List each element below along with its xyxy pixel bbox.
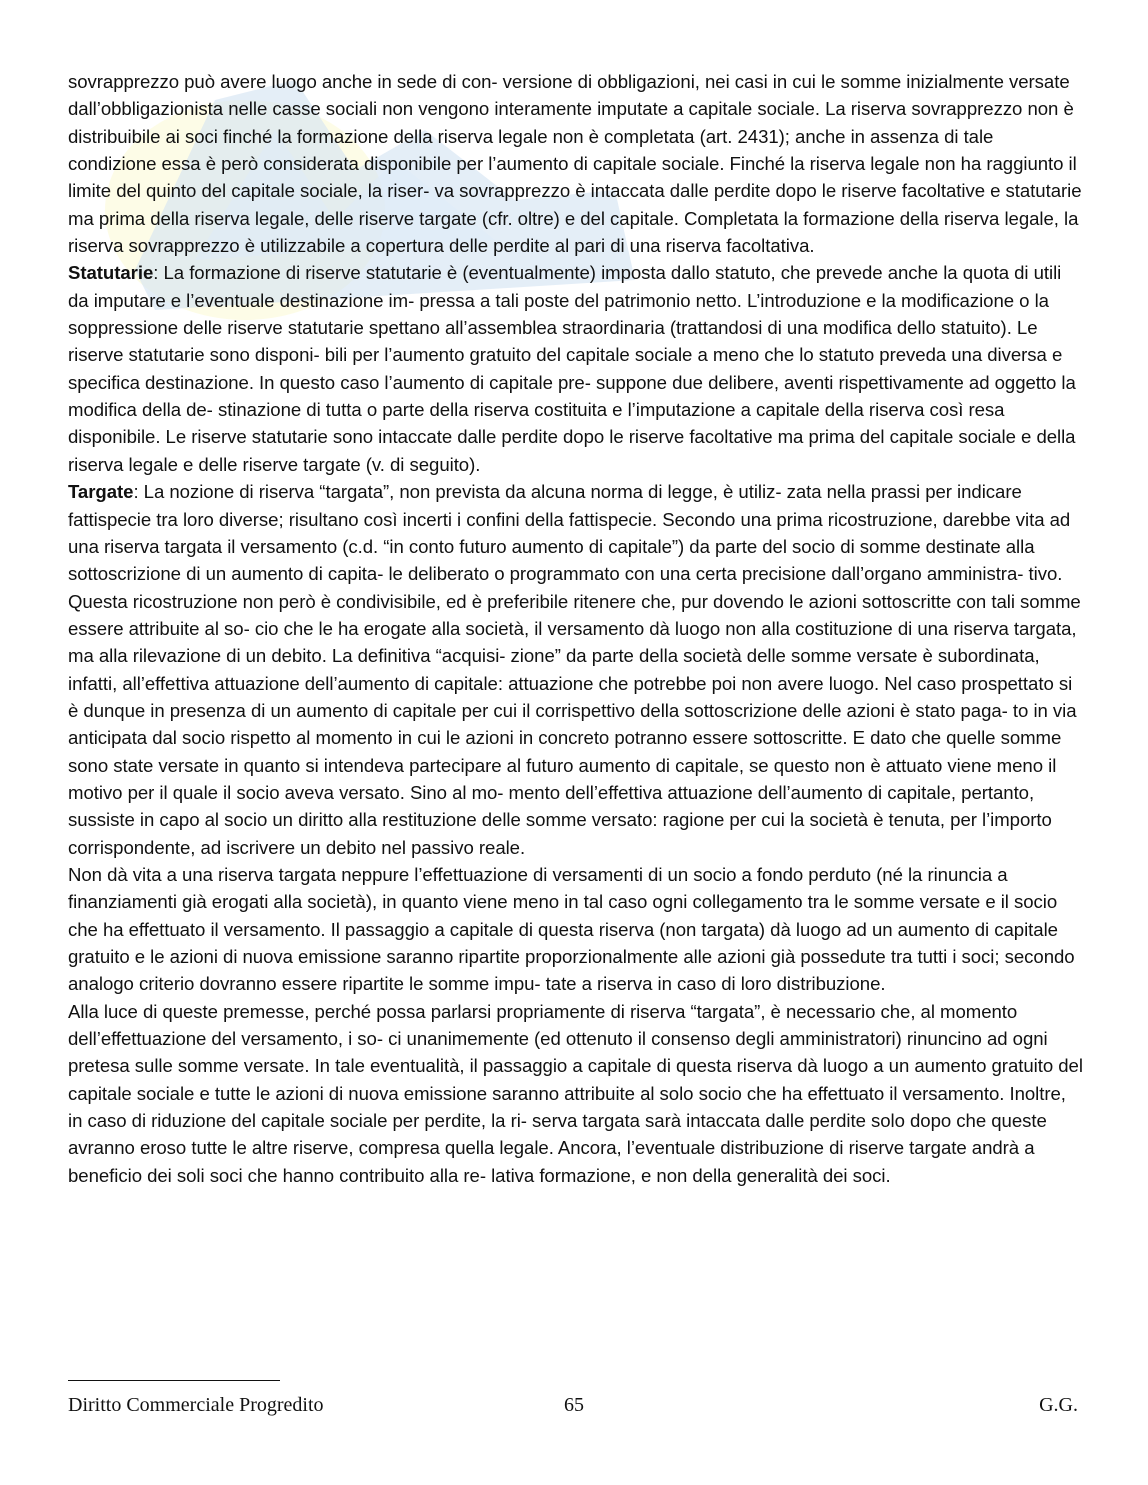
paragraph-conclusione (68, 998, 1083, 1189)
paragraph-lead: Targate (68, 481, 134, 503)
paragraph-sovrapprezzo (68, 68, 1083, 259)
paragraph-text: : La formazione di riserve statutarie è (eventualmente) imposta dallo statuto, che prevede anche la quota di utili da imputare e l’eventuale destinazione im- pressa a tali poste del patrimonio netto. L’introduzione e la modificazione o la soppressione delle riserve statutarie spettano all’assemblea straordinaria (trattandosi di una modifica dello statuito). Le riserve statutarie sono disponi- bili per l’aumento gratuito del capitale sociale a meno che lo statuto preveda una diversa e specifica destinazione. In questo caso l’aumento di capitale pre- suppone due delibere, aventi rispettivamente ad oggetto la modifica della de- stinazione di tutta o parte della riserva costituita e l’imputazione a capitale della riserva così resa disponibile. Le riserve statutarie sono intaccate dalle perdite dopo le riserve facoltative ma prima del capitale sociale e della riserva legale e delle riserve targate (v. di seguito). (68, 262, 1076, 475)
footer-initials: G.G. (1039, 1394, 1078, 1416)
paragraph-text: Alla luce di queste premesse, perché possa parlarsi propriamente di riserva “targata”, è necessario che, al momento dell’effettuazione del versamento, i so- ci unanimemente (ed ottenuto il consenso degli amministratori) rinuncino ad ogni pretesa sulle somme versate. In tale eventualità, il passaggio a capitale di questa riserva dà luogo a un aumento gratuito del capitale sociale e tutte le azioni di nuova emissione saranno attribuite al solo socio che ha effettuato il versamento. Inoltre, in caso di riduzione del capitale sociale per perdite, la ri- serva targata sarà intaccata dalle perdite solo dopo che queste avranno eroso tutte le altre riserve, compresa quella legale. Ancora, l’eventuale distribuzione di riserve targate andrà a beneficio dei soli soci che hanno contribuito alla re- lativa formazione, e non della generalità dei soci. (68, 1000, 1083, 1186)
document-body (68, 68, 1083, 1189)
page-number: 65 (564, 1394, 584, 1416)
paragraph-text: sovrapprezzo può avere luogo anche in sede di con- versione di obbligazioni, nei casi in cui le somme inizialmente versate dall’obbligazionista nelle casse sociali non vengono interamente imputate a capitale sociale. La riserva sovrapprezzo non è distribuibile ai soci finché la formazione della riserva legale non è completata (art. 2431); anche in assenza di tale condizione essa è però considerata disponibile per l’aumento di capitale sociale. Finché la riserva legale non ha raggiunto il limite del quinto del capitale sociale, la riser- va sovrapprezzo è intaccata dalle perdite dopo le riserve facoltative e statutarie ma prima della riserva legale, delle riserve targate (cfr. oltre) e del capitale. Completata la formazione della riserva legale, la riserva sovrapprezzo è utilizzabile a copertura delle perdite al pari di una riserva facoltativa. (68, 71, 1082, 257)
paragraph-lead: Statutarie (68, 262, 154, 284)
paragraph-text: Non dà vita a una riserva targata neppure l’effettuazione di versamenti di un socio a fondo perduto (né la rinuncia a finanziamenti già erogati alla società), in quanto viene meno in tal caso ogni collegamento tra le somme versate e il socio che ha effettuato il versamento. Il passaggio a capitale di questa riserva (non targata) dà luogo ad un aumento di capitale gratuito e le azioni di nuova emissione saranno ripartite proporzionalmente alle azioni già possedute tra tutti i soci; secondo analogo criterio dovranno essere ripartite le somme impu- tate a riserva in caso di loro distribuzione. (68, 863, 1075, 995)
footer-divider (68, 1380, 280, 1381)
paragraph-statutarie (68, 259, 1083, 478)
footer-title: Diritto Commerciale Progredito (68, 1394, 324, 1416)
paragraph-text: : La nozione di riserva “targata”, non prevista da alcuna norma di legge, è utiliz- zata nella prassi per indicare fattispecie tra loro diverse; risultano così incerti i confini della fattispecie. Secondo una prima ricostruzione, darebbe vita ad una riserva targata il versamento (c.d. “in conto futuro aumento di capitale”) da parte del socio di somme destinate alla sottoscrizione di un aumento di capita- le deliberato o programmato con una certa precisione dall’organo amministra- tivo. Questa ricostruzione non però è condivisibile, ed è preferibile ritenere che, pur dovendo le azioni sottoscritte con tali somme essere attribuite al so- cio che le ha erogate alla società, il versamento dà luogo non alla costituzione di una riserva targata, ma alla rilevazione di un debito. La definitiva “acquisi- zione” da parte della società delle somme versate è subordinata, infatti, all’effettiva attuazione dell’aumento di capitale: attuazione che potrebbe poi non avere luogo. Nel caso prospettato si è dunque in presenza di un aumento di capitale per cui il corrispettivo della sottoscrizione delle azioni è stato paga- to in via anticipata dal socio rispetto al momento in cui le azioni in concreto potranno essere sottoscritte. E dato che quelle somme sono state versate in quanto si intendeva partecipare al futuro aumento di capitale, se questo non è attuato viene meno il motivo per il quale il socio aveva versato. Sino al mo- mento dell’effettiva attuazione dell’aumento di capitale, pertanto, sussiste in capo al socio un diritto alla restituzione delle somme versato: ragione per cui la società è tenuta, per l’importo corrispondente, ad iscrivere un debito nel passivo reale. (68, 481, 1081, 858)
paragraph-targate (68, 478, 1083, 861)
paragraph-fondo-perduto (68, 861, 1083, 998)
